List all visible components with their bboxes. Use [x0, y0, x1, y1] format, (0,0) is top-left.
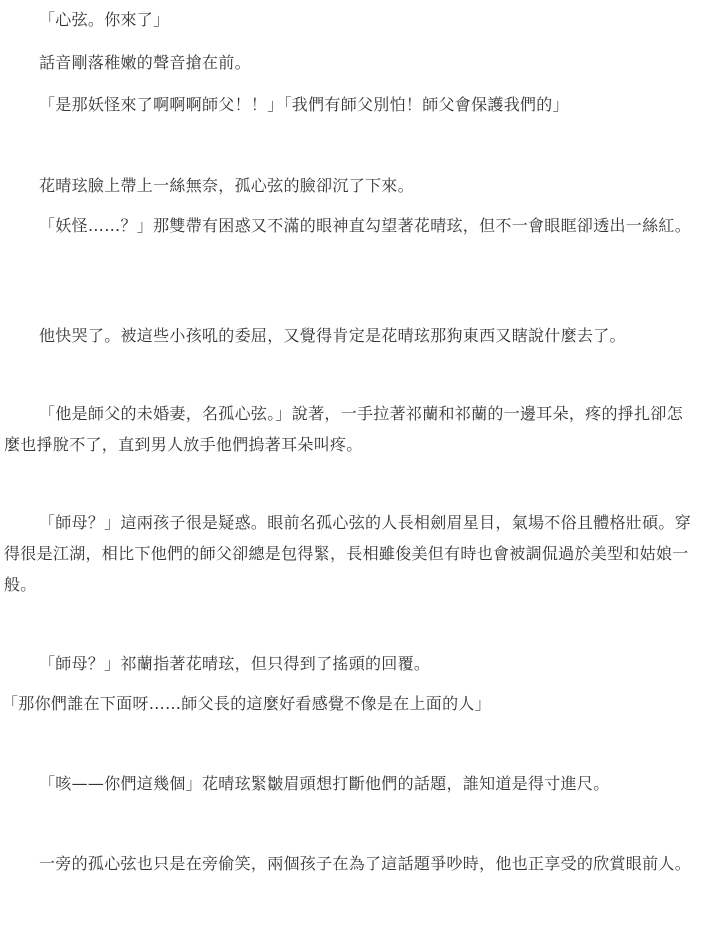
paragraph-12: 一旁的孤心弦也只是在旁偷笑，兩個孩子在為了這話題爭吵時，他也正享受的欣賞眼前人。: [39, 854, 692, 873]
paragraph-5: 「妖怪……？」那雙帶有困惑又不滿的眼神直勾望著花晴玹，但不一會眼眶卻透出一絲紅。: [39, 216, 692, 235]
paragraph-9: 「師母？」祁蘭指著花晴玹，但只得到了搖頭的回覆。: [39, 654, 431, 673]
paragraph-2: 話音剛落稚嫩的聲音搶在前。: [39, 53, 251, 72]
paragraph-3: 「是那妖怪來了啊啊啊師父！！」「我們有師父別怕！師父會保護我們的」: [39, 95, 569, 114]
paragraph-4: 花晴玹臉上帶上一絲無奈，孤心弦的臉卻沉了下來。: [39, 176, 414, 195]
paragraph-7: 「他是師父的未婚妻，名孤心弦。」說著，一手拉著祁蘭和祁蘭的一邊耳朵，疼的掙扎卻怎麼也掙脫不了，直到男人放手他們摀著耳朵叫疼。: [4, 404, 684, 454]
paragraph-11: 「咳——你們這幾個」花晴玹緊皺眉頭想打斷他們的話題，誰知道是得寸進尺。: [39, 774, 610, 793]
paragraph-10: 「那你們誰在下面呀……師父長的這麼好看感覺不像是在上面的人」: [2, 694, 492, 713]
paragraph-8: 「師母？」這兩孩子很是疑惑。眼前名孤心弦的人長相劍眉星目，氣場不俗且體格壯碩。穿得很是江湖，相比下他們的師父卻總是包得緊，長相雖俊美但有時也會被調侃過於美型和姑娘一般。: [4, 513, 692, 594]
paragraph-6: 他快哭了。被這些小孩吼的委屈，又覺得肯定是花晴玹那狗東西又瞎說什麼去了。: [39, 326, 626, 345]
paragraph-1: 「心弦。你來了」: [39, 10, 170, 29]
